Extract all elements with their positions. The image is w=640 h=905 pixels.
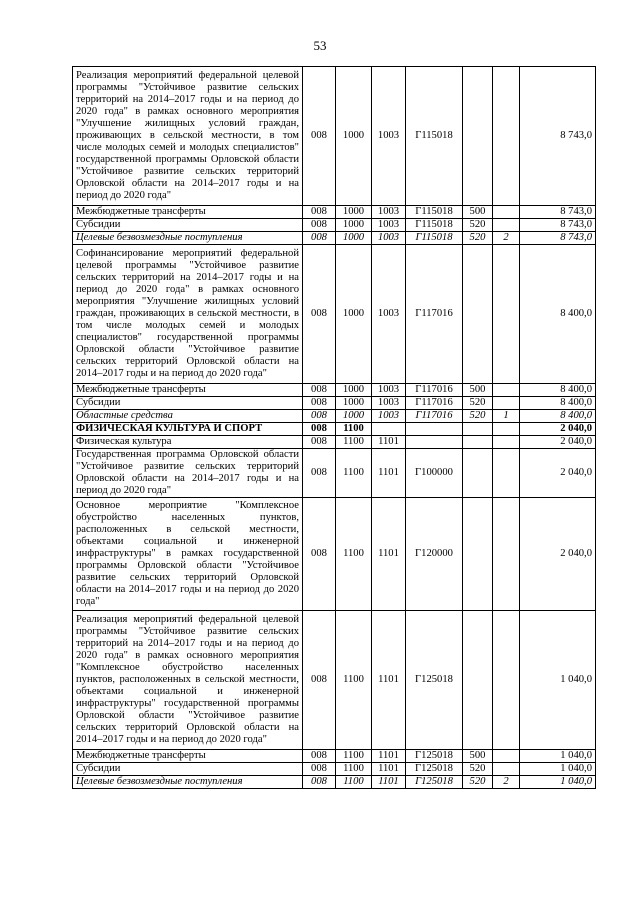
row-description: Софинансирование мероприятий федеральной целевой программы "Устойчивое развитие сельских территорий на 2014–2017 годы и на период до 2020 года" в рамках основного мероприятия "Улучшение жилищных условий граждан, проживающих в сельской местности, в том числе молодых семей и молодых специалистов" государственной программы Орловской области "Устойчивое развитие сельских территорий Орловской области на 2014–2017 годы и на период до 2020 года" xyxy=(73,245,303,384)
cell-expense-type: 520 xyxy=(463,219,493,232)
cell-sum: 2 040,0 xyxy=(520,436,596,449)
cell-subsection: 1101 xyxy=(372,436,406,449)
row-description: ФИЗИЧЕСКАЯ КУЛЬТУРА И СПОРТ xyxy=(73,423,303,436)
cell-target-article: Г100000 xyxy=(406,449,463,498)
cell-section: 1100 xyxy=(336,776,372,789)
cell-funding-source: 2 xyxy=(493,776,520,789)
cell-target-article: Г120000 xyxy=(406,498,463,611)
table-row xyxy=(73,498,596,611)
cell-funding-source xyxy=(493,449,520,498)
page-number: 53 xyxy=(313,38,327,53)
cell-expense-type xyxy=(463,611,493,750)
cell-section: 1000 xyxy=(336,219,372,232)
cell-subsection: 1101 xyxy=(372,498,406,611)
table-row xyxy=(73,423,596,436)
cell-target-article: Г125018 xyxy=(406,611,463,750)
cell-expense-type: 520 xyxy=(463,410,493,423)
row-description: Субсидии xyxy=(73,763,303,776)
cell-expense-type: 520 xyxy=(463,232,493,245)
cell-subsection: 1003 xyxy=(372,219,406,232)
cell-grbs: 008 xyxy=(303,776,336,789)
row-description: Межбюджетные трансферты xyxy=(73,384,303,397)
cell-expense-type xyxy=(463,67,493,206)
cell-target-article: Г115018 xyxy=(406,219,463,232)
row-description: Областные средства xyxy=(73,410,303,423)
row-description: Целевые безвозмездные поступления xyxy=(73,232,303,245)
cell-funding-source xyxy=(493,750,520,763)
cell-sum: 8 743,0 xyxy=(520,232,596,245)
cell-section: 1100 xyxy=(336,611,372,750)
cell-sum: 1 040,0 xyxy=(520,611,596,750)
cell-grbs: 008 xyxy=(303,219,336,232)
cell-funding-source xyxy=(493,498,520,611)
cell-expense-type: 500 xyxy=(463,750,493,763)
cell-subsection: 1101 xyxy=(372,449,406,498)
cell-funding-source xyxy=(493,423,520,436)
cell-subsection: 1101 xyxy=(372,611,406,750)
cell-target-article: Г117016 xyxy=(406,410,463,423)
cell-subsection: 1101 xyxy=(372,776,406,789)
cell-funding-source xyxy=(493,384,520,397)
cell-target-article: Г117016 xyxy=(406,384,463,397)
cell-section: 1000 xyxy=(336,232,372,245)
cell-section: 1100 xyxy=(336,449,372,498)
table-row xyxy=(73,750,596,763)
cell-section: 1000 xyxy=(336,410,372,423)
cell-funding-source xyxy=(493,206,520,219)
cell-target-article: Г115018 xyxy=(406,232,463,245)
cell-subsection: 1003 xyxy=(372,67,406,206)
table-body xyxy=(73,67,596,789)
cell-target-article: Г117016 xyxy=(406,245,463,384)
row-description: Межбюджетные трансферты xyxy=(73,206,303,219)
cell-sum: 8 400,0 xyxy=(520,410,596,423)
cell-funding-source xyxy=(493,67,520,206)
cell-expense-type xyxy=(463,245,493,384)
cell-section: 1100 xyxy=(336,750,372,763)
cell-subsection xyxy=(372,423,406,436)
cell-expense-type xyxy=(463,498,493,611)
cell-funding-source xyxy=(493,397,520,410)
cell-target-article: Г115018 xyxy=(406,206,463,219)
table-row xyxy=(73,245,596,384)
row-description: Целевые безвозмездные поступления xyxy=(73,776,303,789)
cell-sum: 2 040,0 xyxy=(520,423,596,436)
cell-sum: 8 743,0 xyxy=(520,67,596,206)
cell-subsection: 1003 xyxy=(372,410,406,423)
cell-grbs: 008 xyxy=(303,397,336,410)
cell-target-article: Г117016 xyxy=(406,397,463,410)
cell-expense-type: 520 xyxy=(463,763,493,776)
cell-funding-source: 1 xyxy=(493,410,520,423)
cell-funding-source: 2 xyxy=(493,232,520,245)
cell-funding-source xyxy=(493,245,520,384)
table-row xyxy=(73,763,596,776)
cell-grbs: 008 xyxy=(303,384,336,397)
table-row xyxy=(73,219,596,232)
cell-grbs: 008 xyxy=(303,423,336,436)
cell-sum: 1 040,0 xyxy=(520,750,596,763)
table-row xyxy=(73,206,596,219)
cell-expense-type xyxy=(463,449,493,498)
cell-sum: 8 400,0 xyxy=(520,245,596,384)
cell-subsection: 1003 xyxy=(372,245,406,384)
table-row xyxy=(73,67,596,206)
cell-subsection: 1003 xyxy=(372,397,406,410)
cell-target-article xyxy=(406,436,463,449)
cell-section: 1000 xyxy=(336,397,372,410)
cell-grbs: 008 xyxy=(303,763,336,776)
cell-funding-source xyxy=(493,436,520,449)
cell-expense-type: 520 xyxy=(463,397,493,410)
cell-section: 1100 xyxy=(336,498,372,611)
table-row xyxy=(73,384,596,397)
row-description: Межбюджетные трансферты xyxy=(73,750,303,763)
cell-section: 1000 xyxy=(336,245,372,384)
row-description: Реализация мероприятий федеральной целевой программы "Устойчивое развитие сельских территорий на 2014–2017 годы и на период до 2020 года" в рамках основного мероприятия "Улучшение жилищных условий граждан, проживающих в сельской местности, в том числе молодых семей и молодых специалистов" государственной программы Орловской области "Устойчивое развитие сельских территорий Орловской области на 2014–2017 годы и на период до 2020 года" xyxy=(73,67,303,206)
cell-subsection: 1003 xyxy=(372,232,406,245)
cell-expense-type: 500 xyxy=(463,206,493,219)
cell-expense-type: 520 xyxy=(463,776,493,789)
table-row xyxy=(73,449,596,498)
cell-grbs: 008 xyxy=(303,410,336,423)
row-description: Физическая культура xyxy=(73,436,303,449)
table-row xyxy=(73,410,596,423)
cell-funding-source xyxy=(493,219,520,232)
cell-sum: 8 743,0 xyxy=(520,206,596,219)
row-description: Субсидии xyxy=(73,397,303,410)
cell-grbs: 008 xyxy=(303,206,336,219)
table-row xyxy=(73,397,596,410)
cell-grbs: 008 xyxy=(303,611,336,750)
row-description: Субсидии xyxy=(73,219,303,232)
cell-sum: 8 743,0 xyxy=(520,219,596,232)
cell-expense-type xyxy=(463,436,493,449)
table-row xyxy=(73,436,596,449)
cell-subsection: 1003 xyxy=(372,206,406,219)
cell-sum: 1 040,0 xyxy=(520,763,596,776)
cell-grbs: 008 xyxy=(303,449,336,498)
cell-target-article xyxy=(406,423,463,436)
budget-table xyxy=(72,66,596,789)
cell-grbs: 008 xyxy=(303,245,336,384)
cell-sum: 8 400,0 xyxy=(520,384,596,397)
cell-target-article: Г125018 xyxy=(406,776,463,789)
row-description: Основное мероприятие "Комплексное обустройство населенных пунктов, расположенных в сельской местности, объектами социальной и инженерной инфраструктуры" в рамках государственной программы Орловской области "Устойчивое развитие сельских территорий Орловской области на 2014–2017 годы и на период до 2020 года" xyxy=(73,498,303,611)
cell-expense-type xyxy=(463,423,493,436)
cell-sum: 2 040,0 xyxy=(520,449,596,498)
cell-sum: 1 040,0 xyxy=(520,776,596,789)
cell-funding-source xyxy=(493,611,520,750)
cell-section: 1100 xyxy=(336,436,372,449)
cell-subsection: 1101 xyxy=(372,750,406,763)
cell-sum: 8 400,0 xyxy=(520,397,596,410)
cell-funding-source xyxy=(493,763,520,776)
cell-grbs: 008 xyxy=(303,67,336,206)
cell-expense-type: 500 xyxy=(463,384,493,397)
cell-grbs: 008 xyxy=(303,232,336,245)
row-description: Государственная программа Орловской области "Устойчивое развитие сельских территорий Орловской области на 2014–2017 годы и на период до 2020 года" xyxy=(73,449,303,498)
cell-section: 1100 xyxy=(336,423,372,436)
row-description: Реализация мероприятий федеральной целевой программы "Устойчивое развитие сельских территорий на 2014–2017 годы и на период до 2020 года" в рамках основного мероприятия "Комплексное обустройство населенных пунктов, расположенных в сельской местности, объектами социальной и инженерной инфраструктуры" государственной программы Орловской области "Устойчивое развитие сельских территорий Орловской области на 2014–2017 годы и на период до 2020 года" xyxy=(73,611,303,750)
cell-section: 1000 xyxy=(336,384,372,397)
cell-subsection: 1101 xyxy=(372,763,406,776)
cell-subsection: 1003 xyxy=(372,384,406,397)
cell-target-article: Г115018 xyxy=(406,67,463,206)
cell-grbs: 008 xyxy=(303,750,336,763)
table-row xyxy=(73,776,596,789)
cell-section: 1000 xyxy=(336,206,372,219)
cell-grbs: 008 xyxy=(303,498,336,611)
table-row xyxy=(73,232,596,245)
table-row xyxy=(73,611,596,750)
cell-section: 1100 xyxy=(336,763,372,776)
cell-sum: 2 040,0 xyxy=(520,498,596,611)
cell-target-article: Г125018 xyxy=(406,763,463,776)
cell-section: 1000 xyxy=(336,67,372,206)
cell-target-article: Г125018 xyxy=(406,750,463,763)
cell-grbs: 008 xyxy=(303,436,336,449)
